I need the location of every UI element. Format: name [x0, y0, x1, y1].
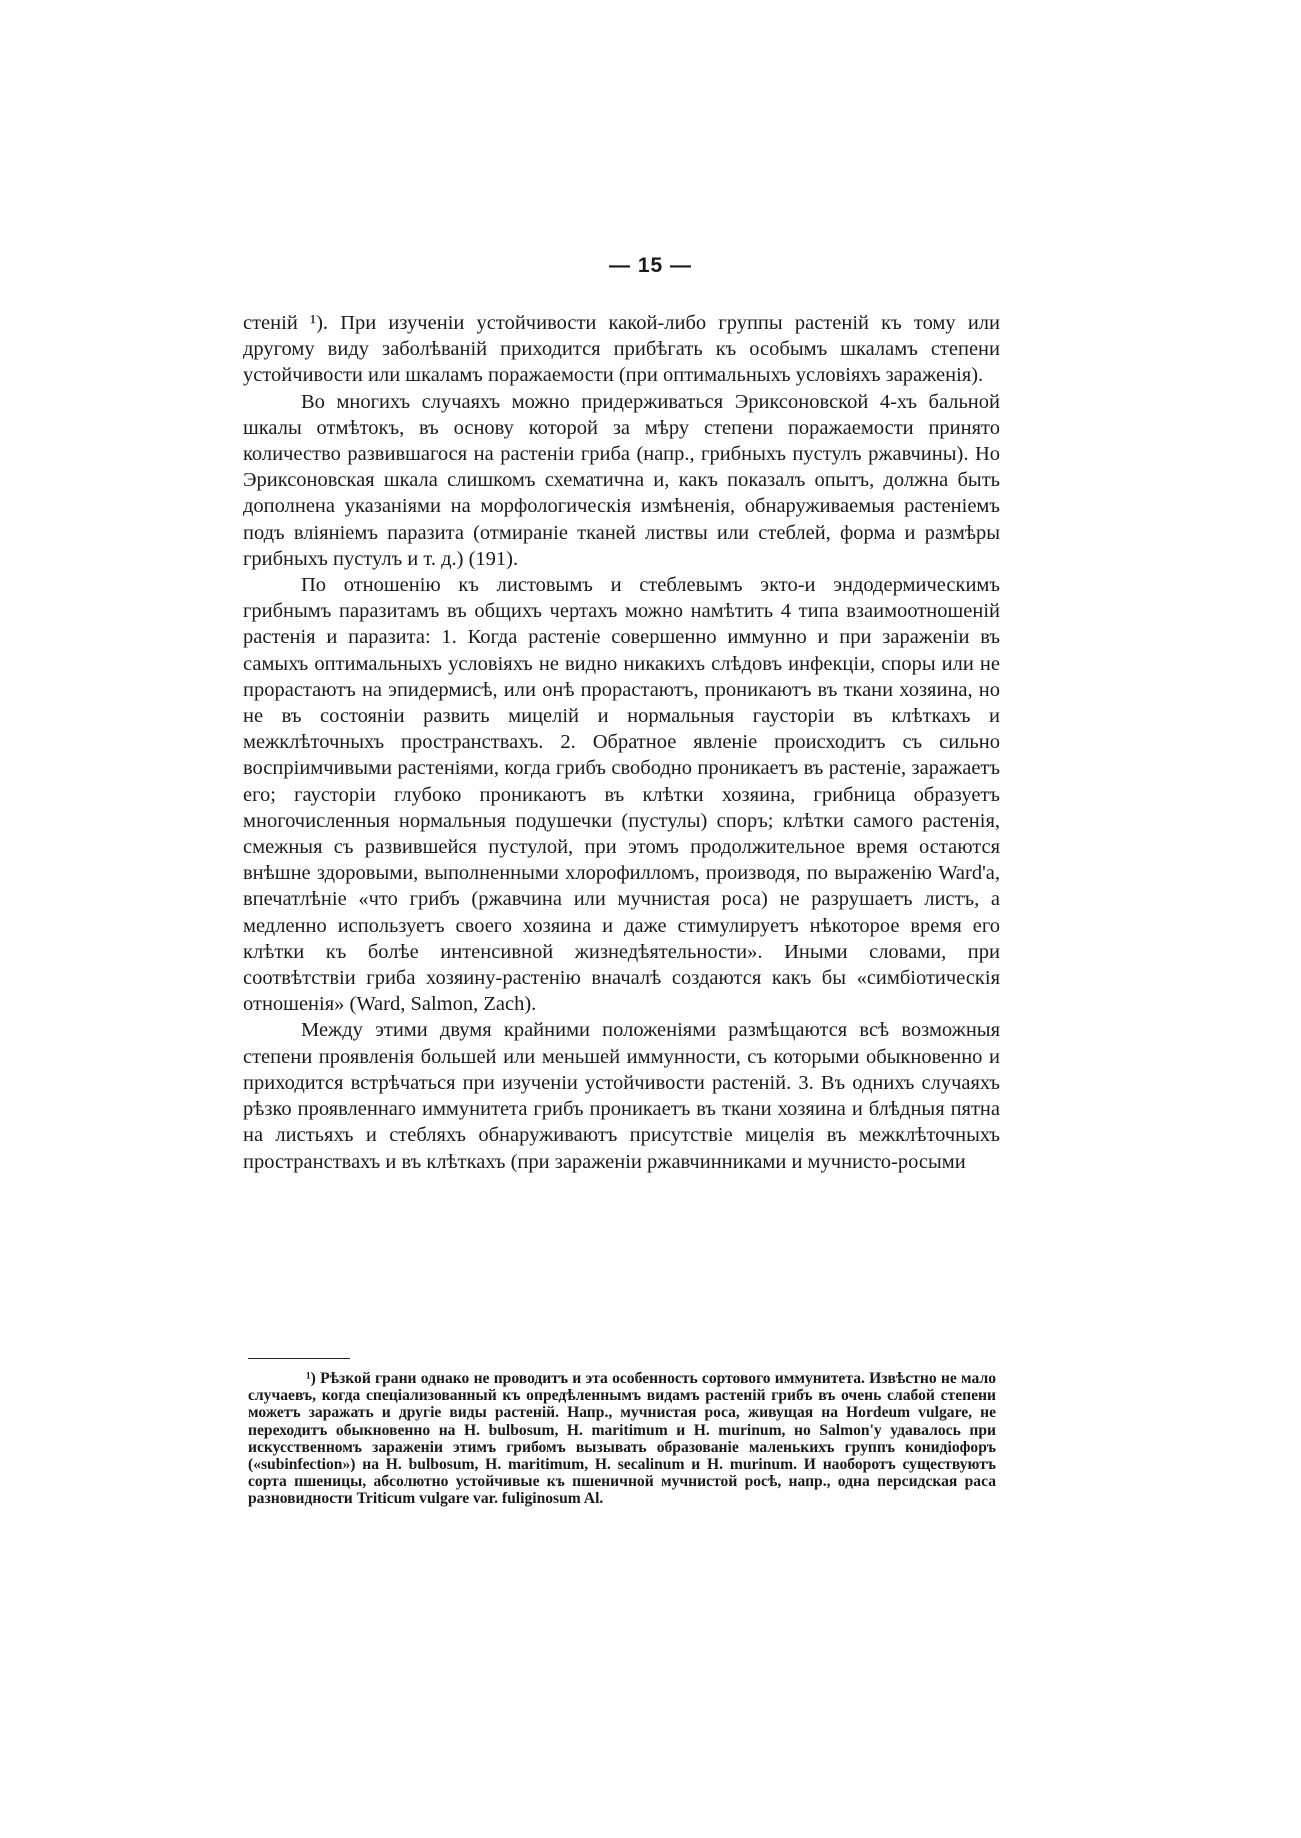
footnote: ¹) Рѣзкой грани однако не проводитъ и эта особенность сортового иммунитета. Извѣстно не мало случаевъ, когда спеціализованный къ опредѣленнымъ видамъ растеній грибъ въ очень слабой степени можетъ заражать и другіе виды растеній. Напр., мучнистая роса, живущая на Hordeum vulgare, не переходитъ обыкновенно на H. bulbosum, H. maritimum и H. murinum, но Salmon'у удавалось при искусственномъ зараженіи этимъ грибомъ вызывать образованіе маленькихъ группъ конидіофоръ («subinfection») на H. bulbosum, H. maritimum, H. secalinum и H. murinum. И наоборотъ существуютъ сорта пшеницы, абсолютно устойчивые къ пшеничной мучнистой росѣ, напр., одна персидская раса разновидности Triticum vulgare var. fuliginosum Al.	[248, 1370, 996, 1508]
paragraph-3: По отношенію къ листовымъ и стеблевымъ экто-и эндодермическимъ грибнымъ паразитамъ въ общихъ чертахъ можно намѣтить 4 типа взаимоотношеній растенія и паразита: 1. Когда растеніе совершенно иммунно и при зараженіи въ самыхъ оптимальныхъ условіяхъ не видно никакихъ слѣдовъ инфекціи, споры или не прорастаютъ на эпидермисѣ, или онѣ прорастаютъ, проникаютъ въ ткани хозяина, но не въ состояніи развить мицелій и нормальныя гаусторіи въ клѣткахъ и межклѣточныхъ пространствахъ. 2. Обратное явленіе происходитъ съ сильно воспріимчивыми растеніями, когда грибъ свободно проникаетъ въ растеніе, заражаетъ его; гаусторіи глубоко проникаютъ въ клѣтки хозяина, грибница образуетъ многочисленныя нормальныя подушечки (пустулы) споръ; клѣтки самого растенія, смежныя съ развившейся пустулой, при этомъ продолжительное время остаются внѣшне здоровыми, выполненными хлорофилломъ, производя, по выраженію Ward'а, впечатлѣніе «что грибъ (ржавчина или мучнистая роса) не разрушаетъ листъ, а медленно используетъ своего хозяина и даже стимулируетъ нѣкоторое время его клѣтки къ болѣе интенсивной жизнедѣятельности». Иными словами, при соотвѣтствіи гриба хозяину-растенію вначалѣ создаются какъ бы «симбіотическія отношенія» (Ward, Salmon, Zach).	[243, 574, 1000, 1016]
paragraph-1: стеній ¹). При изученіи устойчивости какой-либо группы растеній къ тому или другому виду заболѣваній приходится прибѣгать къ особымъ шкаламъ степени устойчивости или шкаламъ поражаемости (при оптимальныхъ условіяхъ зараженія).	[243, 312, 1000, 387]
body-text	[243, 310, 1000, 1175]
paragraph-2: Во многихъ случаяхъ можно придерживаться Эриксоновской 4-хъ бальной шкалы отмѣтокъ, въ основу которой за мѣру степени поражаемости принято количество развившагося на растеніи гриба (напр., грибныхъ пустулъ ржавчины). Но Эриксоновская шкала слишкомъ схематична и, какъ показалъ опытъ, должна быть дополнена указаніями на морфологическія измѣненія, обнаруживаемыя растеніемъ подъ вліяніемъ паразита (отмираніе тканей листвы или стеблей, форма и размѣры грибныхъ пустулъ и т. д.) (191).	[243, 390, 1000, 570]
page-number: — 15 —	[608, 254, 693, 277]
footnote-divider	[248, 1358, 350, 1359]
paragraph-4: Между этими двумя крайними положеніями размѣщаются всѣ возможныя степени проявленія большей или меньшей иммунности, съ которыми обыкновенно и приходится встрѣчаться при изученіи устойчивости растеній. 3. Въ однихъ случаяхъ рѣзко проявленнаго иммунитета грибъ проникаетъ въ ткани хозяина и блѣдныя пятна на листьяхъ и стебляхъ обнаруживаютъ присутствіе мицелія въ межклѣточныхъ пространствахъ и въ клѣткахъ (при зараженіи ржавчинниками и мучнисто-росыми	[243, 1019, 1000, 1173]
